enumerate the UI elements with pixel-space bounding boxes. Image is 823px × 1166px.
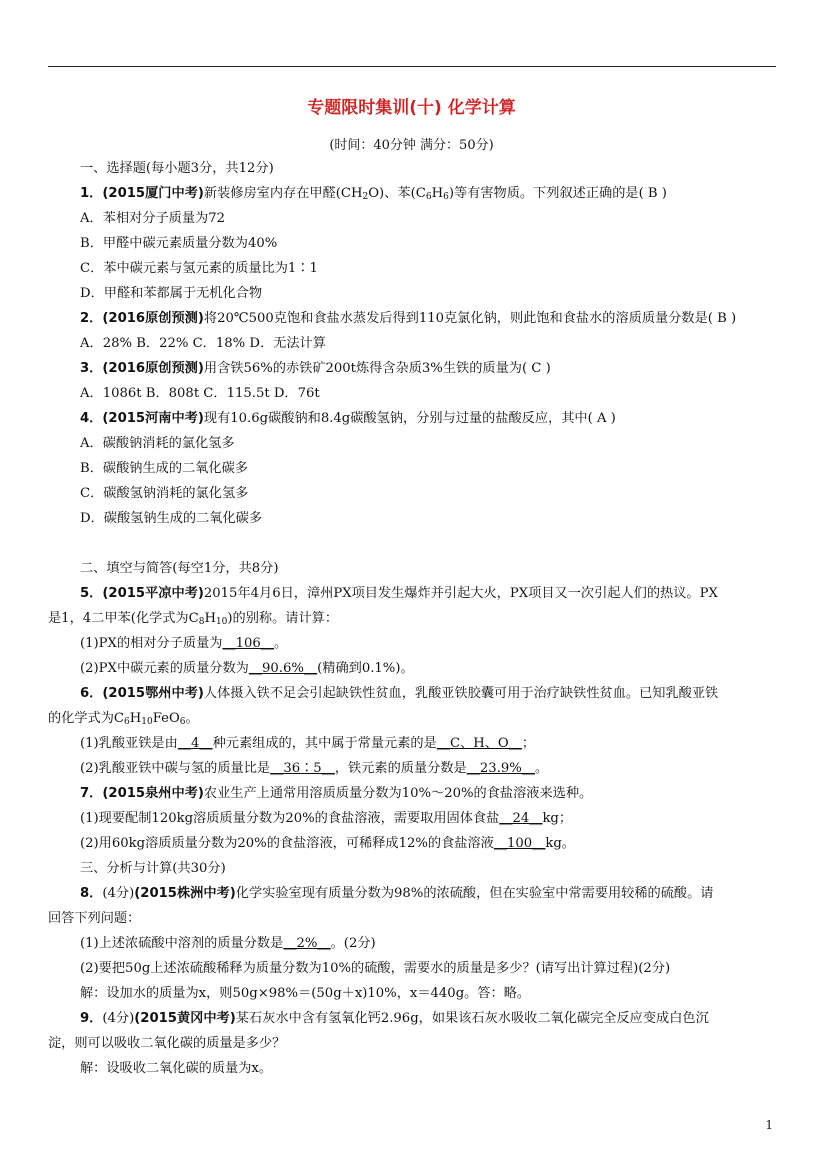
q1-sub-3: 6 <box>443 192 449 202</box>
question-7 <box>80 785 592 803</box>
q4-option-a: A．碳酸钠消耗的氯化氢多 <box>80 436 235 451</box>
q4-option-b: B．碳酸钠生成的二氧化碳多 <box>80 461 248 476</box>
question-3 <box>80 360 551 378</box>
page-subtitle: (时间：40分钟 满分：50分) <box>329 138 494 153</box>
q5-p2-text: (2)PX中碳元素的质量分数为 <box>80 661 249 676</box>
q1-option-c: C．苯中碳元素与氢元素的质量比为1∶1 <box>80 261 318 276</box>
q6-source: (2015鄂州中考) <box>102 686 204 701</box>
q1-text-c: H <box>431 186 444 201</box>
q7-p2-end: kg。 <box>545 836 575 851</box>
q1-option-d: D．甲醛和苯都属于无机化合物 <box>80 286 263 301</box>
q5-line2-b: H <box>204 611 216 626</box>
q1-text-a: 新装修房室内存在甲醛(CH <box>203 186 363 201</box>
q6-text: 人体摄入铁不足会引起缺铁性贫血，乳酸亚铁胶囊可用于治疗缺铁性贫血。已知乳酸亚铁 <box>203 686 719 701</box>
header-rule <box>48 66 776 67</box>
q6-line2-b: H <box>129 711 142 726</box>
q4-option-c: C．碳酸氢钠消耗的氯化氢多 <box>80 486 249 501</box>
q6-p2-text: (2)乳酸亚铁中碳与氢的质量比是 <box>80 761 271 776</box>
question-2 <box>80 310 736 328</box>
q6-p2-end: 。 <box>535 761 549 776</box>
q6-p2-answer-1: __36∶5__ <box>270 761 335 776</box>
q5-source: (2015平凉中考) <box>102 586 204 601</box>
q6-sub-2: 10 <box>141 717 153 727</box>
q7-text: 农业生产上通常用溶质质量分数为10%～20%的食盐溶液来选种。 <box>203 786 593 801</box>
q5-p1-text: (1)PX的相对分子质量为 <box>80 636 223 651</box>
q5-part-1 <box>80 635 287 653</box>
q9-points: (4分) <box>102 1011 135 1026</box>
q1-sub-1: 2 <box>362 192 369 202</box>
q9-source: (2015黄冈中考) <box>134 1011 236 1026</box>
q7-p2-answer: __100__ <box>493 836 546 851</box>
question-8 <box>80 885 713 903</box>
q5-p1-answer: __106__ <box>222 636 274 651</box>
q8-number: 8． <box>80 886 103 901</box>
q5-part-2 <box>80 660 414 678</box>
q9-line-2: 淀，则可以吸收二氧化碳的质量是多少？ <box>48 1036 286 1051</box>
q8-points: (4分) <box>102 886 135 901</box>
q4-text: 现有10.6g碳酸钠和8.4g碳酸氢钠，分别与过量的盐酸反应，其中( A ) <box>203 411 616 426</box>
q9-text: 某石灰水中含有氢氧化钙2.96g，如果该石灰水吸收二氧化碳完全反应变成白色沉 <box>235 1011 709 1026</box>
q6-p2-mid: ，铁元素的质量分数是 <box>334 761 467 776</box>
q3-options: A．1086t B．808t C．115.5t D．76t <box>80 386 320 401</box>
q2-source: (2016原创预测) <box>102 311 204 326</box>
q6-line2-d: 。 <box>185 711 199 726</box>
q5-text: 2015年4月6日，漳州PX项目发生爆炸并引起大火，PX项目又一次引起人们的热议。PX <box>203 586 718 601</box>
q8-source: (2015株洲中考) <box>134 886 236 901</box>
q9-solution: 解：设吸收二氧化碳的质量为x。 <box>80 1061 273 1076</box>
q2-text: 将20℃500克饱和食盐水蒸发后得到110克氯化钠，则此饱和食盐水的溶质质量分数是( B ) <box>203 311 737 326</box>
q1-text-b: O)、苯(C <box>368 186 426 201</box>
q4-option-d: D．碳酸氢钠生成的二氧化碳多 <box>80 511 263 526</box>
q5-p2-end: (精确到0.1%)。 <box>317 661 414 676</box>
q1-text-d: )等有害物质。下列叙述正确的是( B ) <box>448 186 667 201</box>
q5-line-2 <box>48 610 338 631</box>
q8-part-2: (2)要把50g上述浓硫酸稀释为质量分数为10%的硫酸，需要水的质量是多少？(请写出计算过程)(2分) <box>80 961 671 976</box>
q9-number: 9． <box>80 1011 103 1026</box>
q6-sub-1: 6 <box>124 717 130 727</box>
q8-text: 化学实验室现有质量分数为98%的浓硫酸，但在实验室中常需要用较稀的硫酸。请 <box>235 886 714 901</box>
q6-p1-mid: 种元素组成的，其中属于常量元素的是 <box>212 736 437 751</box>
q4-source: (2015河南中考) <box>102 411 204 426</box>
q6-p1-end: ； <box>521 736 536 751</box>
q1-source: (2015厦门中考) <box>102 186 204 201</box>
q6-sub-3: 6 <box>179 717 186 727</box>
question-1 <box>80 185 667 206</box>
q8-p1-end: 。(2分) <box>330 936 376 951</box>
q7-source: (2015泉州中考) <box>102 786 204 801</box>
question-5 <box>80 585 718 603</box>
q6-line2-c: FeO <box>152 711 180 726</box>
q1-sub-2: 6 <box>425 192 432 202</box>
q7-part-1 <box>80 810 572 828</box>
q7-number: 7． <box>80 786 103 801</box>
q5-sub-1: 8 <box>198 617 205 627</box>
q3-text: 用含铁56%的赤铁矿200t炼得含杂质3%生铁的质量为( C ) <box>203 361 551 376</box>
q5-sub-2: 10 <box>215 617 228 627</box>
section-heading-1: 一、选择题(每小题3分，共12分) <box>80 161 274 176</box>
q3-source: (2016原创预测) <box>102 361 204 376</box>
q8-p1-answer: __2%__ <box>283 936 331 951</box>
q6-line2-a: 的化学式为C <box>48 711 125 726</box>
q5-line2-a: 是1，4二甲苯(化学式为C <box>48 611 199 626</box>
q7-p1-end: kg； <box>542 811 573 826</box>
q1-option-b: B．甲醛中碳元素质量分数为40% <box>80 236 278 251</box>
q8-part-1 <box>80 935 376 953</box>
q5-line2-c: )的别称。请计算： <box>227 611 339 626</box>
q4-number: 4． <box>80 411 103 426</box>
q2-options: A．28% B．22% C．18% D．无法计算 <box>80 336 326 351</box>
section-heading-2: 二、填空与简答(每空1分，共8分) <box>80 561 279 576</box>
page-number: 1 <box>765 1118 773 1132</box>
q5-number: 5． <box>80 586 103 601</box>
q7-p1-text: (1)现要配制120kg溶质质量分数为20%的食盐溶液，需要取用固体食盐 <box>80 811 500 826</box>
q7-part-2 <box>80 835 575 853</box>
q1-option-a: A．苯相对分子质量为72 <box>80 211 225 226</box>
q7-p1-answer: __24__ <box>499 811 543 826</box>
q6-line-2 <box>48 710 199 731</box>
q7-p2-text: (2)用60kg溶质质量分数为20%的食盐溶液，可稀释成12%的食盐溶液 <box>80 836 494 851</box>
q5-p1-end: 。 <box>274 636 288 651</box>
question-6 <box>80 685 718 703</box>
q3-number: 3． <box>80 361 103 376</box>
q6-p1-text: (1)乳酸亚铁是由 <box>80 736 178 751</box>
q8-line-2: 回答下列问题： <box>48 911 141 926</box>
q6-part-1 <box>80 735 535 753</box>
q1-number: 1． <box>80 186 103 201</box>
q8-solution: 解：设加水的质量为x，则50g×98%＝(50g＋x)10%，x＝440g。答：略。 <box>80 986 531 1001</box>
q6-p2-answer-2: __23.9%__ <box>466 761 536 776</box>
q2-number: 2． <box>80 311 103 326</box>
question-9 <box>80 1010 709 1028</box>
q6-p1-answer-1: __4__ <box>177 736 213 751</box>
question-4 <box>80 410 616 428</box>
section-heading-3: 三、分析与计算(共30分) <box>80 861 226 876</box>
q6-p1-answer-2: __C、H、O__ <box>436 736 522 751</box>
page-title: 专题限时集训(十) 化学计算 <box>307 98 516 118</box>
q8-p1-text: (1)上述浓硫酸中溶剂的质量分数是 <box>80 936 284 951</box>
q6-number: 6． <box>80 686 103 701</box>
q6-part-2 <box>80 760 548 778</box>
q5-p2-answer: __90.6%__ <box>248 661 318 676</box>
